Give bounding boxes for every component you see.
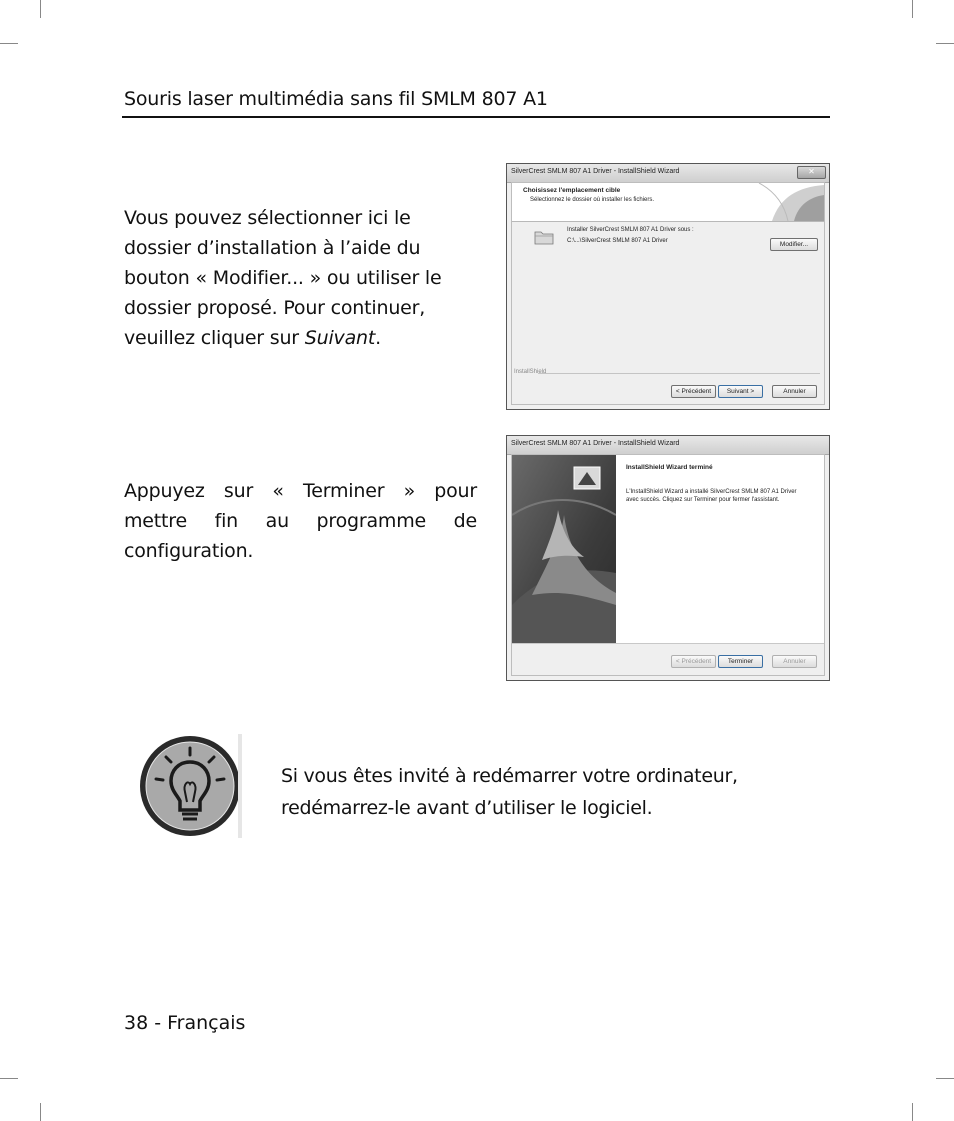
dialog-banner	[512, 183, 824, 222]
close-button[interactable]: ✕	[797, 166, 826, 179]
installshield-brand: InstallShield	[514, 369, 547, 375]
install-to-label: Installer SilverCrest SMLM 807 A1 Driver sous :	[567, 227, 694, 233]
cancel-button[interactable]: Annuler	[772, 385, 817, 398]
paragraph-finish: Appuyez sur « Terminer » pour mettre fin au programme de configuration.	[124, 480, 477, 562]
complete-message: L'InstallShield Wizard a installé SilverCrest SMLM 807 A1 Driver avec succès. Cliquez sur Terminer pour fermer l'assistant.	[626, 489, 797, 503]
complete-heading: InstallShield Wizard terminé	[626, 464, 713, 471]
dialog-titlebar	[507, 436, 829, 455]
crop-mark	[936, 43, 954, 44]
modify-button[interactable]: Modifier...	[770, 238, 818, 251]
lightbulb-icon	[136, 734, 246, 838]
paragraph-modify-folder	[124, 203, 474, 353]
banner-graphic	[754, 183, 824, 221]
header-rule	[122, 116, 830, 118]
crop-mark	[936, 1078, 954, 1079]
footer-separator	[538, 373, 820, 374]
banner-subheading: Sélectionnez le dossier où installer les fichiers.	[530, 197, 655, 203]
page-header-title: Souris laser multimédia sans fil SMLM 807 A1	[124, 88, 548, 110]
wizard-complete-dialog	[506, 435, 830, 681]
crop-mark	[912, 1103, 913, 1121]
crop-mark	[0, 1078, 18, 1079]
back-button[interactable]: < Précédent	[671, 385, 716, 398]
paragraph-emphasis: Suivant	[304, 327, 376, 349]
install-path: C:\...\SilverCrest SMLM 807 A1 Driver	[567, 238, 668, 244]
crop-mark	[40, 1103, 41, 1121]
finish-button[interactable]: Terminer	[718, 655, 763, 668]
page-footer: 38 - Français	[124, 1012, 246, 1034]
dialog-title: SilverCrest SMLM 807 A1 Driver - InstallShield Wizard	[511, 168, 680, 175]
install-location-dialog	[506, 163, 830, 410]
wizard-side-graphic	[512, 455, 616, 643]
dialog-body	[511, 182, 825, 405]
folder-icon	[534, 229, 554, 245]
dialog-titlebar	[507, 164, 829, 183]
tip-text: Si vous êtes invité à redémarrer votre ordinateur, redémarrez-le avant d’utiliser le logiciel.	[281, 765, 738, 819]
paragraph-text: Vous pouvez sélectionner ici le dossier d’installation à l’aide du bouton « Modifier... » ou utiliser le dossier proposé. Pour continuer, veuillez cliquer sur	[124, 207, 442, 349]
cancel-button[interactable]: Annuler	[772, 655, 817, 668]
dialog-body	[511, 454, 825, 676]
next-button[interactable]: Suivant >	[718, 385, 763, 398]
crop-mark	[912, 0, 913, 18]
crop-mark	[40, 0, 41, 18]
dialog-title: SilverCrest SMLM 807 A1 Driver - InstallShield Wizard	[511, 440, 680, 447]
crop-mark	[0, 43, 18, 44]
back-button[interactable]: < Précédent	[671, 655, 716, 668]
paragraph-end: .	[375, 327, 381, 349]
banner-heading: Choisissez l'emplacement cible	[523, 187, 621, 194]
